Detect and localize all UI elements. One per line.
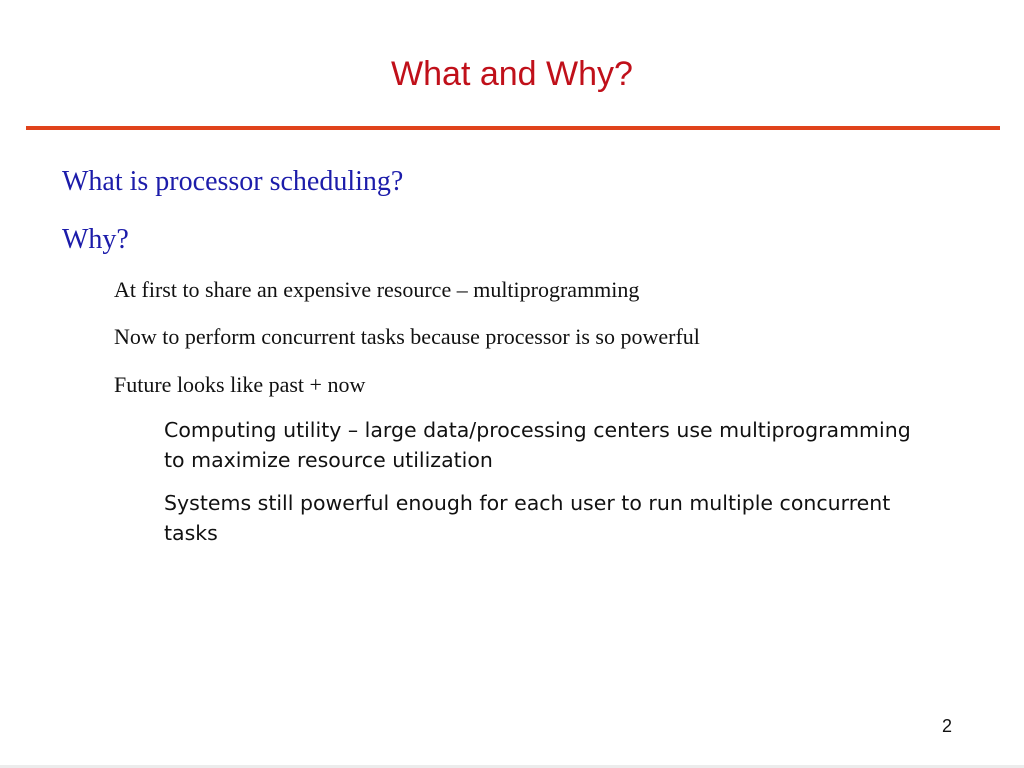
bullet-computing-utility: Computing utility – large data/processing centers use multiprogramming to maximize resource utilization — [164, 418, 911, 472]
bullet-systems-powerful: Systems still powerful enough for each user to run multiple concurrent tasks — [164, 491, 891, 545]
slide-title: What and Why? — [391, 55, 633, 93]
bullet-why: Why? — [62, 224, 129, 255]
page-number: 2 — [941, 716, 952, 736]
bullet-why-now: Now to perform concurrent tasks because processor is so powerful — [114, 324, 700, 349]
title-divider — [26, 126, 1000, 130]
bullet-why-first: At first to share an expensive resource – multiprogramming — [114, 277, 640, 302]
bullet-why-future: Future looks like past + now — [114, 372, 366, 397]
bullet-what-is-scheduling: What is processor scheduling? — [62, 166, 404, 197]
